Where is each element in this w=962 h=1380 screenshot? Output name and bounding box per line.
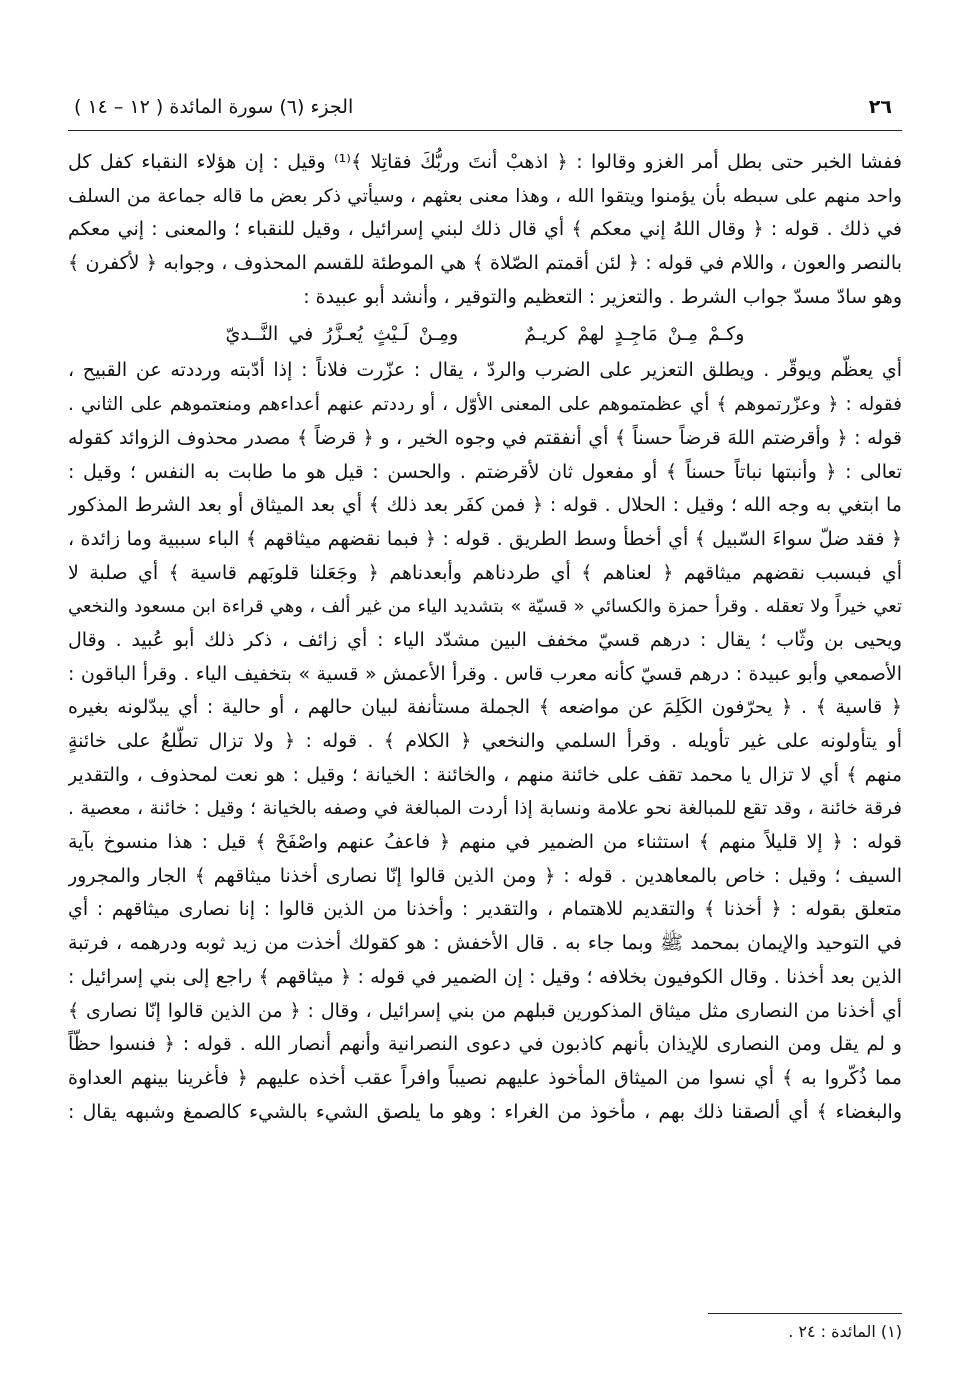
text-line: تعالى : ﴿ وأنبتها نباتاً حسناً ﴾ أو مفعول ثان لأقرضتم . والحسن : قيل هو ما طابت به النفس ؛ وقيل :: [68, 460, 902, 483]
text-line: مما ذُكّروا به ﴾ أي نسوا من الميثاق المأخوذ عليهم نصيباً وافراً عقب أخذه عليهم ﴿ فأغرينا بينهم العداوة: [68, 1066, 902, 1089]
text-line: في ذلك . قوله : ﴿ وقال اللهُ إني معكم ﴾ أي قال ذلك لبني إسرائيل ، وقيل للنقباء ؛ والمعنى : إني معكم: [68, 218, 902, 241]
text-line: قوله : ﴿ وأقرضتم اللهَ قرضاً حسناً ﴾ أي أنفقتم في وجوه الخير ، و ﴿ قرضاً ﴾ مصدر محذوف الزوائد كقوله: [68, 426, 902, 449]
text-line: ويحيى بن وثّاب ؛ يقال : درهم قسيّ مخفف البين مشدّد الياء : أي زائف ، ذكر ذلك أبو عُبيد . وقال: [68, 628, 902, 651]
text-line: ﴿ فقد ضلّ سواءَ السّبيل ﴾ أي أخطأ وسط الطريق . قوله : ﴿ فبما نقضهم ميثاقهم ﴾ الباء سببية وما زائدة ،: [68, 527, 902, 550]
text-line: ففشا الخبر حتى بطل أمر الغزو وقالوا : ﴿ اذهبْ أنتَ وربُّكَ فقاتِلا ﴾⁽¹⁾ وقيل : إن هؤلاء النقباء كفل كل: [68, 151, 902, 173]
text-line: فقوله : ﴿ وعزّرتموهم ﴾ أي عظمتموهم على المعنى الأوّل ، أو رددتم عنهم أعداءهم ومنعتموهم على الثاني .: [68, 394, 902, 416]
text-line: قوله : ﴿ إلا قليلاً منهم ﴾ استثناء من الضمير في منهم ﴿ فاعفُ عنهم واصْفَحْ ﴾ قيل : هذا منسوخ بآية: [68, 831, 902, 854]
text-line: الذين بعد أخذنا . وقال الكوفيون بخلافه ؛ وقيل : إن الضمير في قوله : ﴿ ميثاقهم ﴾ راجع إلى بني إسرائيل :: [68, 965, 902, 988]
header-divider: [68, 130, 902, 131]
text-line: في التوحيد والإيمان بمحمد ﷺ وبما جاء به . قال الأخفش : هو كقولك أخذت من زيد ثوبه ودرهمه ، فرتبة: [68, 932, 902, 955]
text-line: أي أخذنا من النصارى مثل ميثاق المذكورين قبلهم من بني إسرائيل ، وقال : ﴿ من الذين قالوا إنّا نصارى ﴾: [68, 999, 902, 1022]
text-line: وهو سادّ مسدّ جواب الشرط . والتعزير : التعظيم والتوقير ، وأنشد أبو عبيدة :: [303, 285, 902, 308]
text-line: السيف ؛ وقيل : خاص بالمعاهدين . قوله : ﴿ ومن الذين قالوا إنّا نصارى أخذنا ميثاقهم ﴾ الجار والمجرور: [68, 864, 902, 887]
text-line: أي يعظّم ويوقّر . ويطلق التعزير على الضرب والردّ ، يقال : عزّرت فلاناً : إذا أدّبته ورددته عن القبيح ،: [68, 359, 902, 382]
verse-second-hemistich: ومِـنْ لَـيْثٍ يُعـزَّرُ في النَّــديّ: [225, 323, 459, 346]
page-number: ٢٦: [868, 96, 892, 118]
commentary-text: [68, 146, 902, 1129]
text-line: بالنصر والعون ، واللام في قوله : ﴿ لئن أقمتم الصّلاة ﴾ هي الموطئة للقسم المحذوف ، وجوابه ﴿ لأكفرن ﴾: [68, 252, 902, 275]
text-line: ما ابتغي به وجه الله ؛ وقيل : الحلال . قوله : ﴿ فمن كفَر بعد ذلك ﴾ أي بعد الميثاق أو بعد الشرط المذكور: [68, 494, 902, 517]
text-line: متعلق بقوله : ﴿ أخذنا ﴾ والتقديم للاهتمام ، والتقدير : وأخذنا من الذين قالوا : إنا نصارى ميثاقهم : أي: [68, 898, 902, 921]
text-line: واحد منهم على سبطه بأن يؤمنوا ويتقوا الله ، وهذا معنى بعثهم ، وسيأتي ذكر بعض ما قاله جماعة من السلف: [68, 185, 902, 207]
text-line: والبغضاء ﴾ أي ألصقنا ذلك بهم ، مأخوذ من الغراء : وهو ما يلصق الشيء بالشيء كالصمغ وشبهه يقال :: [68, 1100, 902, 1123]
text-line: الأصمعي وأبو عبيدة : درهم قسيّ كأنه معرب قاس . وقرأ الأعمش « قسية » بتخفيف الياء . وقرأ الباقون :: [68, 662, 902, 685]
text-line: فرقة خائنة ، وقد تقع للمبالغة نحو علامة ونسابة إذا أردت المبالغة في وصفه بالخيانة ؛ وقيل : خائنة ، معصية .: [68, 798, 902, 820]
footnote-divider: [708, 1313, 902, 1314]
page-header: [68, 96, 898, 126]
text-line: تعي خيراً ولا تعقله . وقرأ حمزة والكسائي « قسيّة » بتشديد الياء من غير ألف ، وهي قراءة ابن مسعود والنخعي: [68, 596, 902, 618]
running-title: الجزء (٦) سورة المائدة ( ١٢ – ١٤ ): [74, 96, 354, 118]
poetry-verse: [68, 314, 902, 354]
text-line: منهم ﴾ أي لا تزال يا محمد تقف على خائنة منهم ، والخائنة : الخيانة ؛ وقيل : هو نعت لمحذوف ، والتقدير: [68, 763, 902, 786]
text-line: أو يتأولونه على غير تأويله . وقرأ السلمي والنخعي ﴿ الكلام ﴾ . قوله : ﴿ ولا تزال تطّلعُ على خائنةٍ: [68, 730, 902, 752]
text-line: و لم يقل ومن النصارى للإيذان بأنهم كاذبون في دعوى النصرانية وأنهم أنصار الله . قوله : ﴿ فنسوا حظّاً: [68, 1033, 902, 1056]
verse-first-hemistich: وكـمْ مِـنْ مَاجِـدٍ لهمْ كريـمٌ: [524, 323, 745, 346]
text-line: ﴿ قاسية ﴾ . ﴿ يحرّفون الكَلِمَ عن مواضعه ﴾ الجملة مستأنفة لبيان حالهم ، أو حالية : أي يبدّلونه بغيره: [68, 696, 902, 719]
footnote: (١) المائدة : ٢٤ .: [788, 1322, 902, 1341]
text-line: أي فبسبب نقضهم ميثاقهم ﴿ لعناهم ﴾ أي طردناهم وأبعدناهم ﴿ وجَعَلنا قلوبَهم قاسية ﴾ أي صلبة لا: [68, 561, 902, 584]
